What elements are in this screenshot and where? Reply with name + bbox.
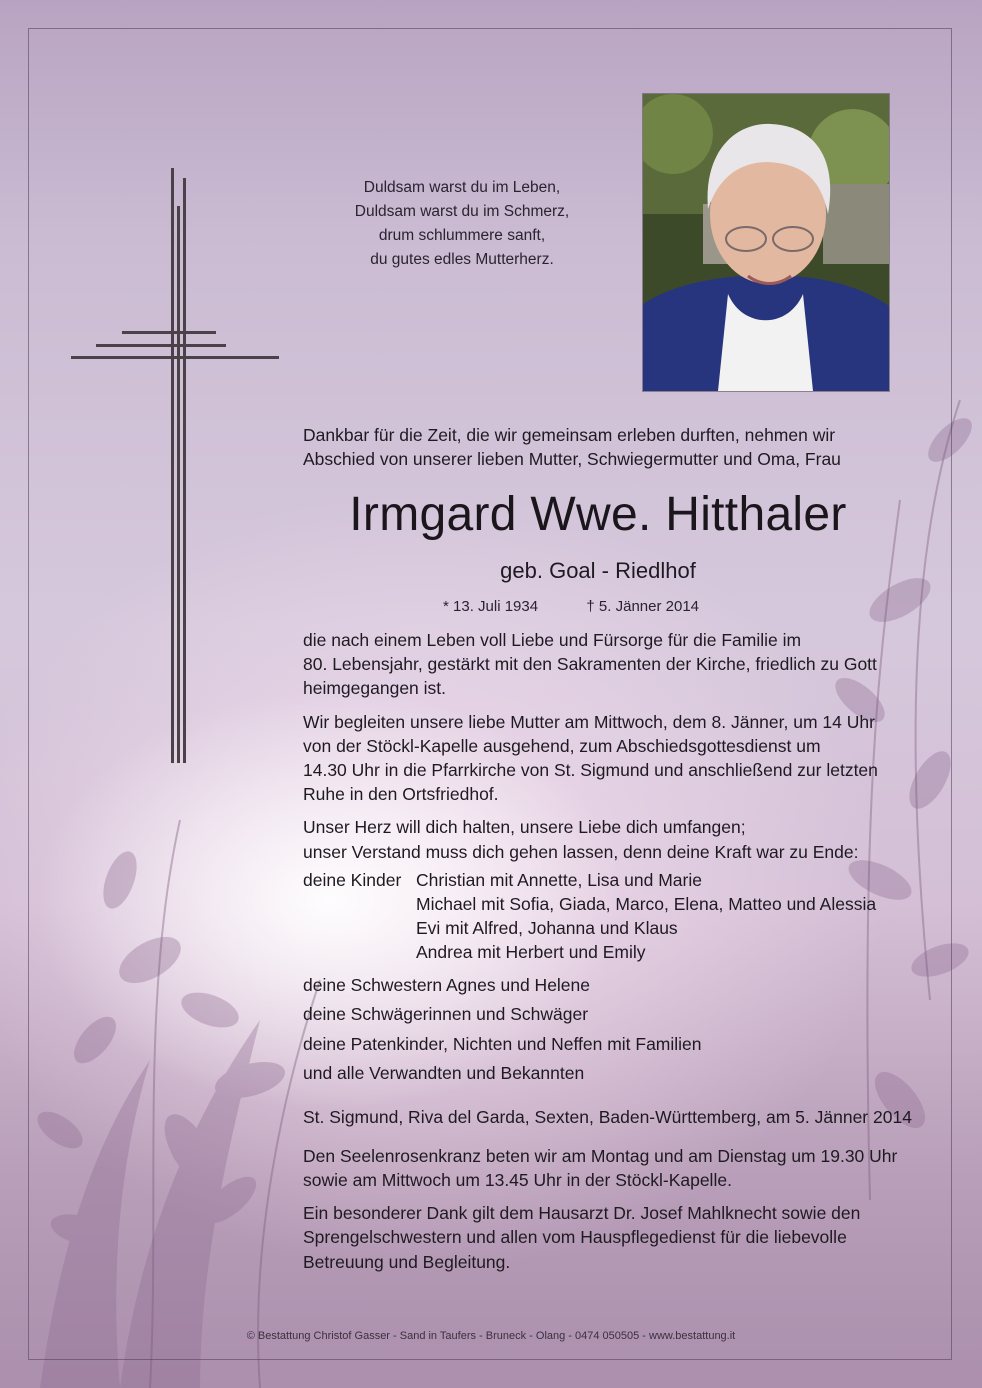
text-line: von der Stöckl-Kapelle ausgehend, zum Abschiedsgottesdienst um: [303, 735, 821, 756]
text-line: Wir begleiten unsere liebe Mutter am Mittwoch, dem 8. Jänner, um 14 Uhr: [303, 711, 875, 732]
children-list: [303, 868, 895, 965]
paragraph-rosary: [303, 1144, 898, 1192]
intro-text: [303, 423, 883, 471]
text-line: 14.30 Uhr in die Pfarrkirche von St. Sigmund und anschließend zur letzten: [303, 760, 878, 781]
text-line: Ruhe in den Ortsfriedhof.: [303, 784, 499, 805]
place-date: St. Sigmund, Riva del Garda, Sexten, Baden-Württemberg, am 5. Jänner 2014: [303, 1106, 912, 1127]
paragraph-funeral: [303, 710, 895, 807]
portrait-photo: [643, 94, 889, 391]
text-line: Ein besonderer Dank gilt dem Hausarzt Dr. Josef Mahlknecht sowie den: [303, 1203, 861, 1224]
deceased-name: Irmgard Wwe. Hitthaler: [349, 488, 847, 541]
verse-line: du gutes edles Mutterherz.: [370, 251, 554, 268]
relatives-list: [303, 971, 895, 1089]
text-line: die nach einem Leben voll Liebe und Fürsorge für die Familie im: [303, 630, 802, 650]
intro-line: Abschied von unserer lieben Mutter, Schwiegermutter und Oma, Frau: [303, 449, 841, 469]
text-line: Den Seelenrosenkranz beten wir am Montag und am Dienstag um 19.30 Uhr: [303, 1145, 898, 1166]
text-line: Unser Herz will dich halten, unsere Liebe dich umfangen;: [303, 817, 746, 838]
life-dates: [443, 597, 699, 617]
verse-line: drum schlummere sanft,: [378, 227, 546, 244]
verse-line: Duldsam warst du im Schmerz,: [354, 203, 570, 220]
birth-date: * 13. Juli 1934: [443, 598, 539, 615]
paragraph-thanks: [303, 1201, 895, 1274]
relative-entry: deine Patenkinder, Nichten und Neffen mit Familien: [303, 1033, 702, 1054]
text-line: heimgegangen ist.: [303, 678, 447, 699]
notice-body: [303, 628, 912, 1274]
text-line: unser Verstand muss dich gehen lassen, denn deine Kraft war zu Ende:: [303, 841, 859, 862]
child-entry: Evi mit Alfred, Johanna und Klaus: [416, 918, 678, 939]
cross-icon: [68, 168, 284, 768]
paragraph-passing: [303, 628, 895, 701]
text-line: Sprengelschwestern und allen vom Hauspflegedienst für die liebevolle: [303, 1227, 847, 1248]
relative-entry: und alle Verwandten und Bekannten: [303, 1063, 585, 1084]
child-entry: Michael mit Sofia, Giada, Marco, Elena, Matteo und Alessia: [416, 894, 877, 915]
footer-credit: © Bestattung Christof Gasser - Sand in Taufers - Bruneck - Olang - 0474 050505 - www.bestattung.it: [246, 1330, 736, 1342]
verse-line: Duldsam warst du im Leben,: [363, 179, 561, 196]
child-entry: Andrea mit Herbert und Emily: [416, 942, 646, 963]
text-line: 80. Lebensjahr, gestärkt mit den Sakramenten der Kirche, friedlich zu Gott: [303, 654, 877, 675]
text-line: Betreuung und Begleitung.: [303, 1251, 511, 1272]
text-line: sowie am Mittwoch um 13.45 Uhr in der Stöckl-Kapelle.: [303, 1170, 732, 1191]
intro-line: Dankbar für die Zeit, die wir gemeinsam erleben durften, nehmen wir: [303, 425, 836, 445]
paragraph-farewell: [303, 815, 895, 863]
maiden-name: geb. Goal - Riedlhof: [500, 558, 696, 583]
relative-entry: deine Schwägerinnen und Schwäger: [303, 1004, 589, 1025]
death-date: † 5. Jänner 2014: [586, 598, 700, 615]
relative-entry: deine Schwestern Agnes und Helene: [303, 974, 591, 995]
memorial-verse: [300, 176, 624, 272]
children-label: deine Kinder: [303, 869, 402, 890]
child-entry: Christian mit Annette, Lisa und Marie: [416, 869, 702, 890]
children-row-first: [303, 868, 895, 892]
